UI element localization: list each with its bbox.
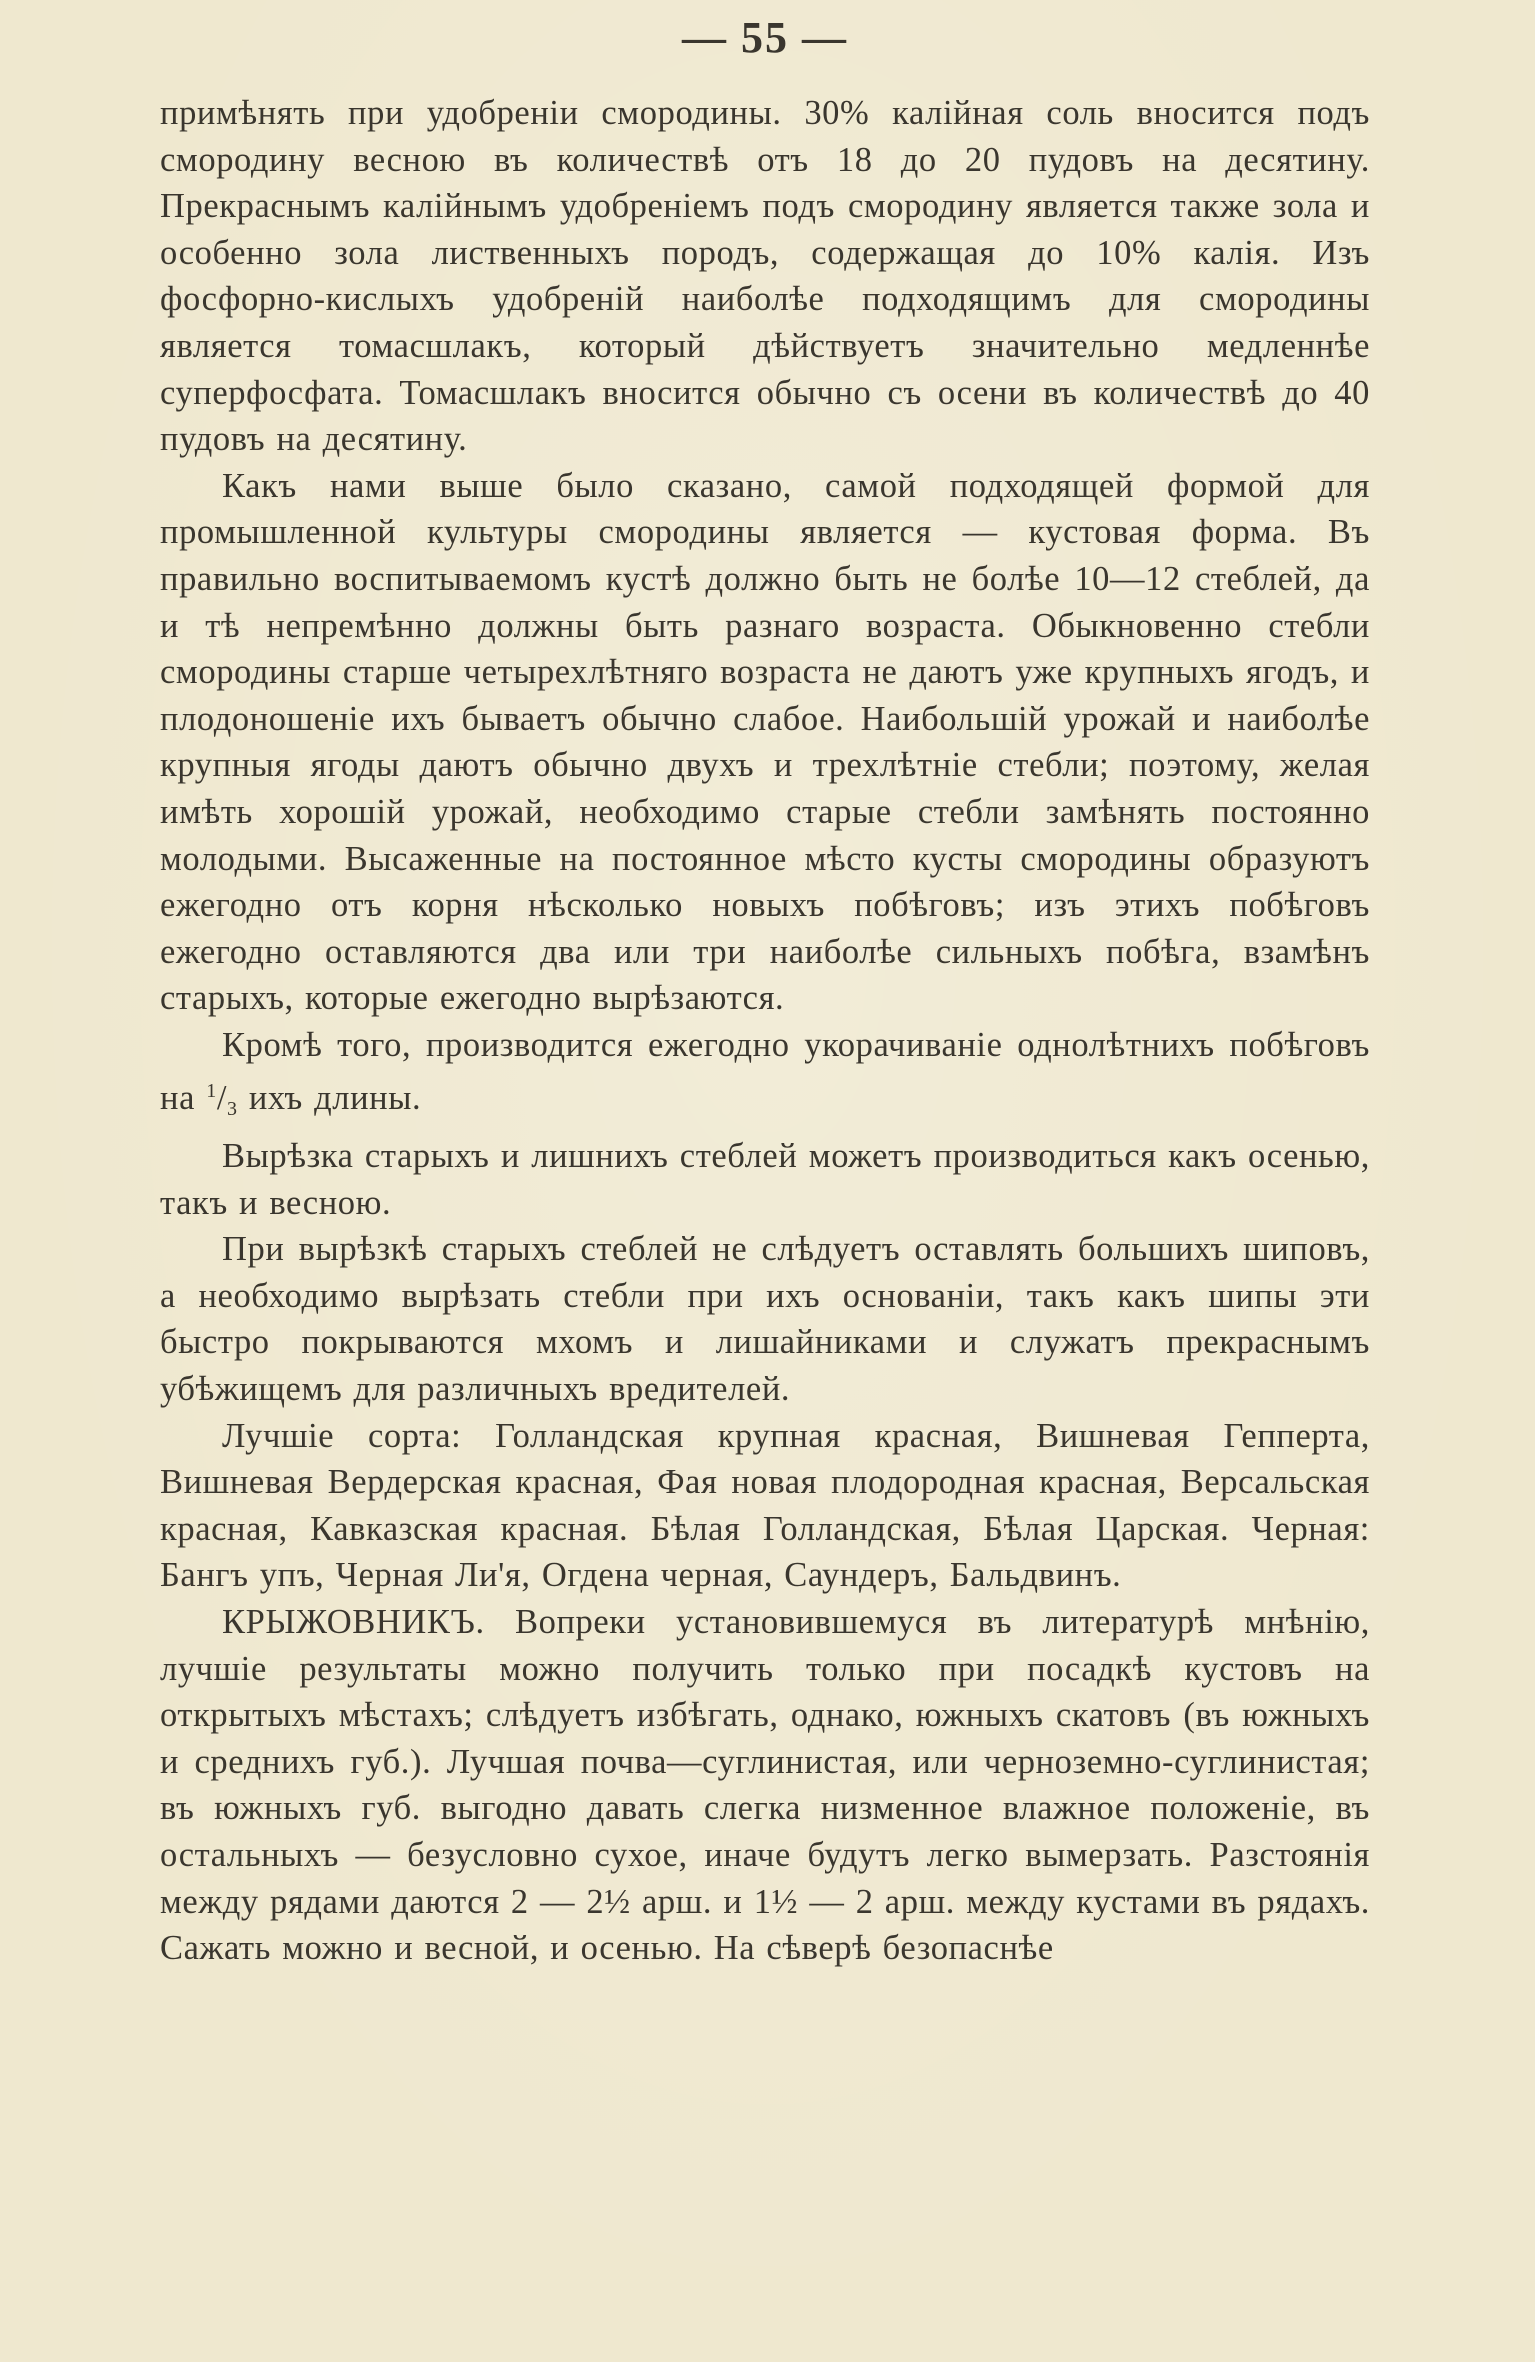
- paragraph-bush-form: Какъ нами выше было сказано, самой подходящей формой для промышленной культуры смородины является — кустовая форма. Въ правильно воспитываемомъ кустѣ должно быть не болѣе 10—12 стеблей, да и тѣ непремѣнно должны быть разнаго возраста. Обыкновенно стебли смородины старше четырехлѣтняго возраста не даютъ уже крупныхъ ягодъ, и плодоношеніе ихъ бываетъ обычно слабое. Наибольшій урожай и наиболѣе крупныя ягоды даютъ обычно двухъ и трехлѣтніе стебли; поэтому, желая имѣть хорошій урожай, необходимо старые стебли замѣнять постоянно молодыми. Высаженные на постоянное мѣсто кусты смородины образуютъ ежегодно отъ корня нѣсколько новыхъ побѣговъ; изъ этихъ побѣговъ ежегодно оставляются два или три наиболѣе сильныхъ побѣга, взамѣнъ старыхъ, которые ежегодно вырѣзаются.: [160, 466, 1370, 1018]
- paragraph-pruning-text-after: ихъ длины.: [237, 1079, 422, 1118]
- section-heading-gooseberry: КРЫЖОВНИКЪ.: [222, 1603, 485, 1641]
- paragraph-best-varieties: Лучшіе сорта: Голландская крупная красная, Вишневая Гепперта, Вишневая Вердерская красная, Фая новая плодородная красная, Версальская красная, Кавказская красная. Бѣлая Голландская, Бѣлая Царская. Черная: Бангъ упъ, Черная Ли'я, Огдена черная, Саундеръ, Бальдвинъ.: [160, 1416, 1370, 1595]
- paragraph-cutting-method: При вырѣзкѣ старыхъ стеблей не слѣдуетъ оставлять большихъ шиповъ, а необходимо вырѣзать стебли при ихъ основаніи, такъ какъ шипы эти быстро покрываются мхомъ и лишайниками и служатъ прекраснымъ убѣжищемъ для различныхъ вредителей.: [160, 1230, 1370, 1409]
- paragraph-gooseberry-text: Вопреки установившемуся въ литературѣ мнѣнію, лучшіе результаты можно получить только при посадкѣ кустовъ на открытыхъ мѣстахъ; слѣдуетъ избѣгать, однако, южныхъ скатовъ (въ южныхъ и среднихъ губ.). Лучшая почва—суглинистая, или черноземно-суглинистая; въ южныхъ губ. выгодно давать слегка низменное влажное положеніе, въ остальныхъ — безусловно сухое, иначе будутъ легко вымерзать. Разстоянія между рядами даются 2 — 2½ арш. и 1½ — 2 арш. между кустами въ рядахъ. Сажать можно и весной, и осенью. На сѣверѣ безопаснѣе: [160, 1603, 1370, 1968]
- fraction-denominator: 3: [227, 1098, 238, 1121]
- paragraph-fertilizer: примѣнять при удобреніи смородины. 30% калійная соль вносится подъ смородину весною въ количествѣ отъ 18 до 20 пудовъ на десятину. Прекраснымъ калійнымъ удобреніемъ подъ смородину является также зола и особенно зола лиственныхъ породъ, содержащая до 10% калія. Изъ фосфорно-кислыхъ удобреній наиболѣе подходящимъ для смородины является томасшлакъ, который дѣйствуетъ значительно медленнѣе суперфосфата. Томасшлакъ вносится обычно съ осени въ количествѣ до 40 пудовъ на десятину.: [160, 94, 1370, 459]
- page-number: — 55 —: [682, 13, 848, 62]
- paragraph-cutting-time: Вырѣзка старыхъ и лишнихъ стеблей можетъ производиться какъ осенью, такъ и весною.: [160, 1137, 1370, 1222]
- paragraph-pruning-text-before: Кромѣ того, производится ежегодно укорачиваніе однолѣтнихъ побѣговъ на: [160, 1025, 1370, 1118]
- paragraph-gooseberry: [160, 1599, 1370, 1972]
- fraction-numerator: 1: [206, 1080, 217, 1103]
- page-text: [160, 90, 1370, 1972]
- paragraph-pruning-shoots: Кромѣ того, производится ежегодно укорачиваніе однолѣтнихъ побѣговъ на $^1/_3$ ихъ длины.: [160, 1025, 1370, 1121]
